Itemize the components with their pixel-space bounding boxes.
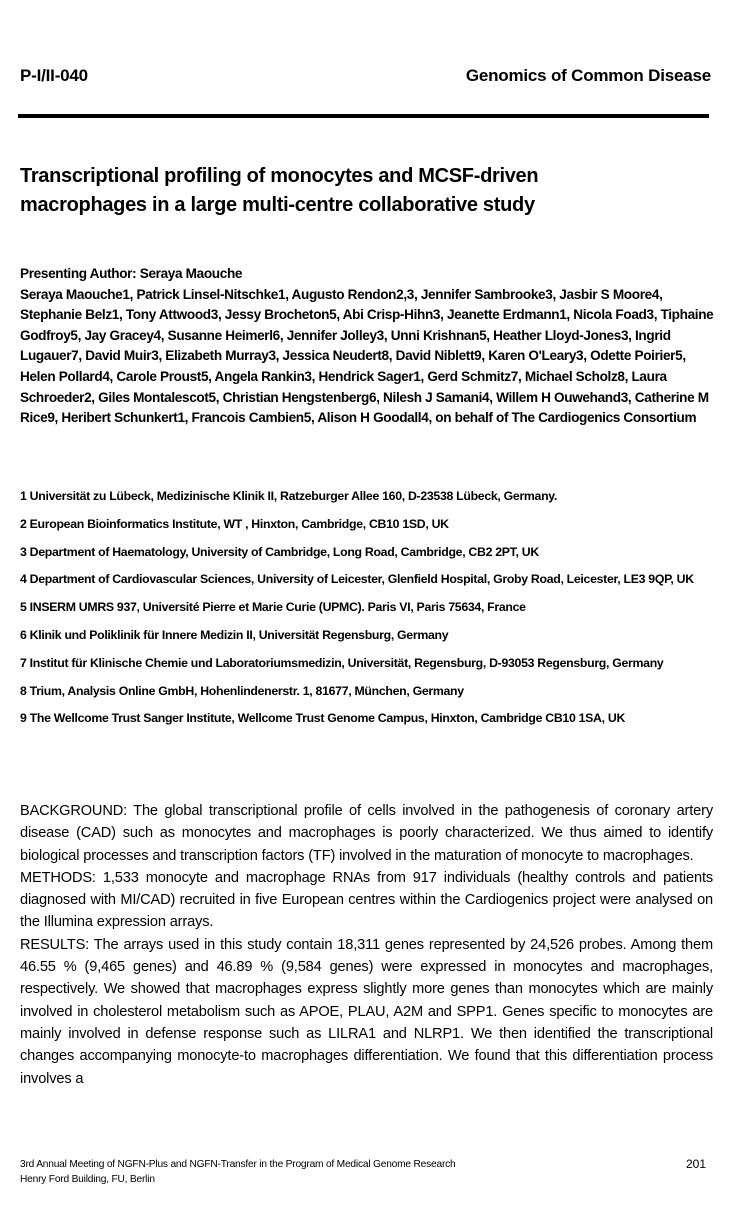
- section-title: Genomics of Common Disease: [465, 66, 711, 85]
- affiliation-item: 9 The Wellcome Trust Sanger Institute, Wellcome Trust Genome Campus, Hinxton, Cambridge CB10 1SA, UK: [20, 711, 626, 726]
- abstract-code: P-I/II-040: [20, 66, 88, 85]
- affiliation-item: 5 INSERM UMRS 937, Université Pierre et Marie Curie (UPMC). Paris VI, Paris 75634, France: [20, 600, 526, 615]
- affiliation-item: 3 Department of Haematology, University of Cambridge, Long Road, Cambridge, CB2 2PT, UK: [20, 544, 539, 559]
- author-block: [20, 264, 720, 429]
- footer-line-1: 3rd Annual Meeting of NGFN-Plus and NGFN-Transfer in the Program of Medical Genome Research: [20, 1159, 456, 1170]
- affiliation-item: 7 Institut für Klinische Chemie und Laboratoriumsmedizin, Universität, Regensburg, D-93053 Regensburg, Germany: [20, 655, 664, 670]
- abstract-body: [20, 800, 713, 1090]
- affiliation-item: 6 Klinik und Poliklinik für Innere Medizin II, Universität Regensburg, Germany: [20, 627, 449, 642]
- header-divider: [18, 114, 709, 118]
- paper-title: Transcriptional profiling of monocytes and MCSF-driven macrophages in a large multi-centre collaborative study: [20, 165, 539, 216]
- affiliation-item: 8 Trium, Analysis Online GmbH, Hohenlindenerstr. 1, 81677, München, Germany: [20, 683, 464, 698]
- footer-line-2: Henry Ford Building, FU, Berlin: [20, 1174, 155, 1185]
- affiliation-item: 2 European Bioinformatics Institute, WT , Hinxton, Cambridge, CB10 1SD, UK: [20, 516, 449, 531]
- affiliation-item: 1 Universität zu Lübeck, Medizinische Klinik II, Ratzeburger Allee 160, D-23538 Lübeck, Germany.: [20, 489, 558, 503]
- footer-conference: [20, 1157, 456, 1187]
- page-number: 201: [685, 1157, 706, 1171]
- presenting-author: Presenting Author: Seraya Maouche: [20, 266, 243, 281]
- affiliation-item: 4 Department of Cardiovascular Sciences, University of Leicester, Glenfield Hospital, Groby Road, Leicester, LE3 9QP, UK: [20, 572, 694, 587]
- abstract-background: BACKGROUND: The global transcriptional profile of cells involved in the pathogenesis of coronary artery disease (CAD) such as monocytes and macrophages is poorly characterized. We thus aimed to identify biological processes and transcription factors (TF) involved in the maturation of monocyte to macrophages.: [20, 803, 713, 864]
- abstract-methods: METHODS: 1,533 monocyte and macrophage RNAs from 917 individuals (healthy controls and patients diagnosed with MI/CAD) recruited in five European centres within the Cardiogenics project were analysed on the Illumina expression arrays.: [20, 869, 713, 931]
- affiliation-list: [20, 487, 720, 737]
- abstract-results: RESULTS: The arrays used in this study contain 18,311 genes represented by 24,526 probes. Among them 46.55 % (9,465 genes) and 46.89 % (9,584 genes) were expressed in monocytes and macrophages, respectively. We showed that macrophages express slightly more genes than monocytes which are mainly involved in cholesterol metabolism such as APOE, PLAU, A2M and SPP1. Genes specific to monocytes are mainly involved in defense response such as LILRA1 and NLRP1. We then identified the transcriptional changes accompanying monocyte-to macrophages differentiation. We found that this differentiation process involves a: [20, 936, 713, 1087]
- author-list: Seraya Maouche1, Patrick Linsel-Nitschke1, Augusto Rendon2,3, Jennifer Sambrooke3, Jasbir S Moore4, Stephanie Belz1, Tony Attwood3, Jessy Brocheton5, Abi Crisp-Hihn3, Jeanette Erdmann1, Nicola Foad3, Tiphaine Godfroy5, Jay Gracey4, Susanne Heimerl6, Jennifer Jolley3, Unni Krishnan5, Heather Lloyd-Jones3, Ingrid Lugauer7, David Muir3, Elizabeth Murray3, Jessica Neudert8, David Niblett9, Karen O'Leary3, Odette Poirier5, Helen Pollard4, Carole Proust5, Angela Rankin3, Hendrick Sager1, Gerd Schmitz7, Michael Scholz8, Laura Schroeder2, Giles Montalescot5, Christian Hengstenberg6, Nilesh J Samani4, Willem H Ouwehand3, Catherine M Rice9, Heribert Schunkert1, Francois Cambien5, Alison H Goodall4, on behalf of The Cardiogenics Consortium: [20, 286, 714, 426]
